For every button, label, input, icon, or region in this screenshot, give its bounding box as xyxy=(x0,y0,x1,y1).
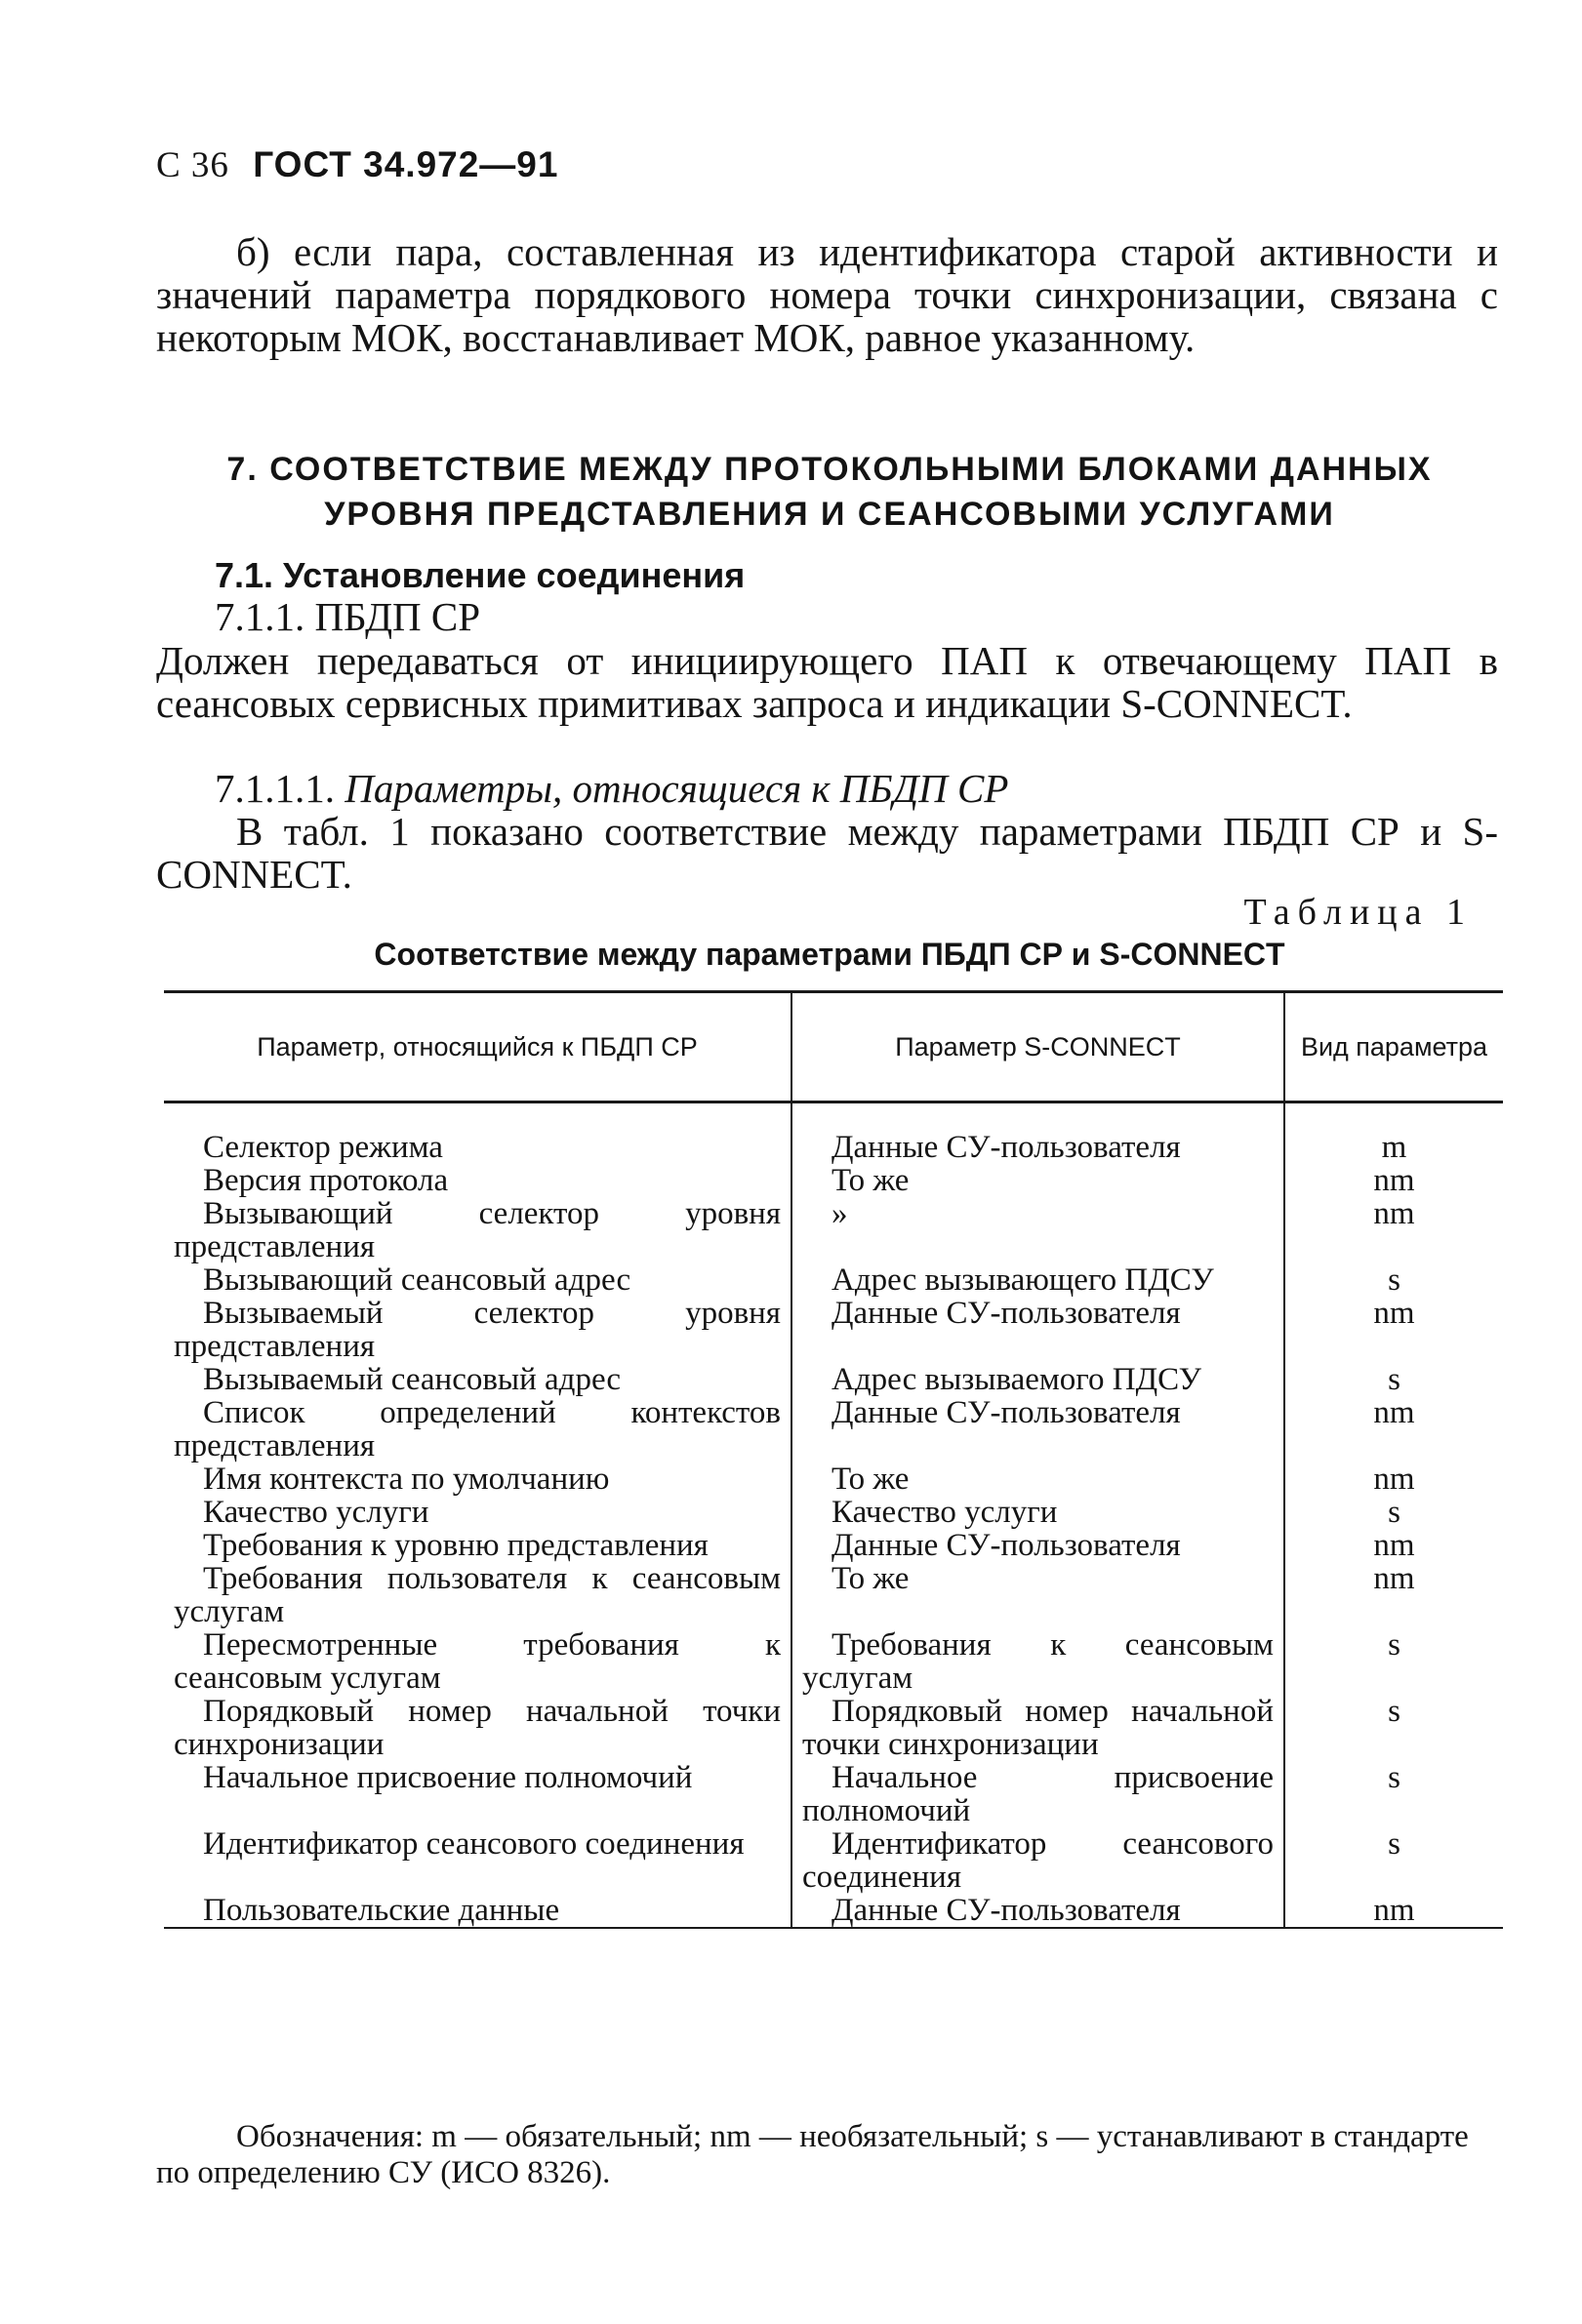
header-sconnect-parameter: Параметр S-CONNECT xyxy=(791,992,1284,1102)
paragraph-7-1-1: Должен передаваться от инициирующего ПАП к отвечающему ПАП в сеансовых сервисных примитивах запроса и индикации S-CONNECT. xyxy=(156,638,1498,726)
header-pbdp-parameter: Параметр, относящийся к ПБДП СР xyxy=(164,992,791,1102)
cell-parameter-kind: nm xyxy=(1284,1297,1503,1363)
cell-sconnect-parameter: Качество услуги xyxy=(791,1496,1284,1529)
parameters-table xyxy=(164,990,1503,1929)
cell-parameter-kind: s xyxy=(1284,1263,1503,1297)
cell-pbdp-parameter: Пользовательские данные xyxy=(164,1894,791,1928)
table-row xyxy=(164,1297,1503,1363)
table-notes xyxy=(156,2119,1498,2191)
cell-sconnect-parameter: То же xyxy=(791,1164,1284,1197)
header-parameter-kind: Вид параметра xyxy=(1284,992,1503,1102)
cell-parameter-kind: nm xyxy=(1284,1894,1503,1928)
table-caption: Соответствие между параметрами ПБДП СР и S-CONNECT xyxy=(374,937,1285,972)
cell-sconnect-parameter: Данные СУ-пользователя xyxy=(791,1131,1284,1164)
cell-parameter-kind: s xyxy=(1284,1695,1503,1761)
cell-pbdp-parameter: Пересмотренные требования к сеансовым услугам xyxy=(174,1627,781,1696)
table-row xyxy=(164,1363,1503,1396)
subsection-7-1-1-1-title: Параметры, относящиеся к ПБДП СР xyxy=(345,766,1009,811)
cell-pbdp-parameter: Селектор режима xyxy=(203,1130,443,1165)
page-header xyxy=(156,144,558,186)
cell-sconnect-parameter: » xyxy=(791,1197,1284,1263)
table-spacer-row xyxy=(164,1102,1503,1132)
cell-pbdp-parameter: Качество услуги xyxy=(203,1495,429,1530)
table-row xyxy=(164,1628,1503,1695)
cell-pbdp-parameter: Идентификатор сеансового соединения xyxy=(203,1826,745,1862)
cell-pbdp-parameter: Вызывающий селектор уровня представления xyxy=(174,1196,781,1264)
subsection-7-1-1-1-number: 7.1.1.1. xyxy=(215,766,335,811)
cell-sconnect-parameter: Данные СУ-пользователя xyxy=(791,1396,1284,1463)
table-body xyxy=(164,1102,1503,1929)
cell-pbdp-parameter: Вызывающий сеансовый адрес xyxy=(203,1262,631,1298)
table-row xyxy=(164,1827,1503,1894)
table-header-row xyxy=(164,992,1503,1102)
cell-pbdp-parameter: Версия протокола xyxy=(203,1163,449,1198)
subsection-7-1-heading xyxy=(215,552,745,597)
paragraph-7-1-1-1: В табл. 1 показано соответствие между параметрами ПБДП СР и S-CONNECT. xyxy=(156,809,1498,897)
cell-pbdp-parameter: Имя контекста по умолчанию xyxy=(203,1462,610,1497)
table-row xyxy=(164,1197,1503,1263)
cell-pbdp-parameter: Список определений контекстов представления xyxy=(174,1395,781,1463)
cell-parameter-kind: s xyxy=(1284,1496,1503,1529)
cell-pbdp-parameter: Начальное присвоение полномочий xyxy=(203,1760,693,1795)
table-row xyxy=(164,1529,1503,1562)
table-row xyxy=(164,1396,1503,1463)
cell-parameter-kind: nm xyxy=(1284,1562,1503,1628)
cell-parameter-kind: s xyxy=(1284,1628,1503,1695)
cell-parameter-kind: nm xyxy=(1284,1164,1503,1197)
table-row xyxy=(164,1562,1503,1628)
cell-parameter-kind: nm xyxy=(1284,1529,1503,1562)
cell-sconnect-parameter: Данные СУ-пользователя xyxy=(791,1297,1284,1363)
cell-pbdp-parameter: Требования к уровню представления xyxy=(203,1528,709,1563)
table-row xyxy=(164,1496,1503,1529)
cell-sconnect-parameter: Порядковый номер начальной точки синхронизации xyxy=(791,1695,1284,1761)
cell-parameter-kind: nm xyxy=(1284,1197,1503,1263)
cell-pbdp-parameter: Порядковый номер начальной точки синхронизации xyxy=(174,1694,781,1762)
table-row xyxy=(164,1463,1503,1496)
table-row xyxy=(164,1695,1503,1761)
cell-sconnect-parameter: Данные СУ-пользователя xyxy=(791,1894,1284,1928)
cell-pbdp-parameter: Вызываемый сеансовый адрес xyxy=(203,1362,622,1397)
section-title-line-2: УРОВНЯ ПРЕДСТАВЛЕНИЯ И СЕАНСОВЫМИ УСЛУГАМИ xyxy=(324,496,1335,533)
cell-sconnect-parameter: Начальное присвоение полномочий xyxy=(791,1761,1284,1827)
subsection-7-1-1-heading: 7.1.1. ПБДП СР xyxy=(215,594,481,639)
cell-parameter-kind: nm xyxy=(1284,1463,1503,1496)
cell-sconnect-parameter: Идентификатор сеансового соединения xyxy=(791,1827,1284,1894)
section-title-line-1: 7. СООТВЕТСТВИЕ МЕЖДУ ПРОТОКОЛЬНЫМИ БЛОКАМИ ДАННЫХ xyxy=(226,451,1433,488)
cell-sconnect-parameter: Данные СУ-пользователя xyxy=(791,1529,1284,1562)
cell-parameter-kind: s xyxy=(1284,1827,1503,1894)
table-label: Таблица 1 xyxy=(1243,892,1473,933)
notes-text: Обозначения: m — обязательный; nm — необязательный; s — устанавливают в стандарте по определению СУ (ИСО 8326). xyxy=(156,2119,1469,2190)
cell-pbdp-parameter: Требования пользователя к сеансовым услугам xyxy=(174,1561,781,1629)
table-row xyxy=(164,1263,1503,1297)
subsection-7-1-1-1-heading xyxy=(215,767,1008,810)
cell-sconnect-parameter: Адрес вызываемого ПДСУ xyxy=(791,1363,1284,1396)
table-row xyxy=(164,1761,1503,1827)
cell-sconnect-parameter: Требования к сеансовым услугам xyxy=(791,1628,1284,1695)
cell-sconnect-parameter: Адрес вызывающего ПДСУ xyxy=(791,1263,1284,1297)
subsection-7-1-title: 7.1. Установление соединения xyxy=(215,555,746,595)
cell-parameter-kind: nm xyxy=(1284,1396,1503,1463)
intro-paragraph: б) если пара, составленная из идентификатора старой активности и значений параметра порядкового номера точки синхронизации, связана с некоторым МОК, восстанавливает МОК, равное указанному. xyxy=(156,229,1498,360)
cell-parameter-kind: m xyxy=(1284,1131,1503,1164)
table-row xyxy=(164,1164,1503,1197)
cell-sconnect-parameter: То же xyxy=(791,1463,1284,1496)
cell-parameter-kind: s xyxy=(1284,1363,1503,1396)
table-row xyxy=(164,1894,1503,1928)
cell-pbdp-parameter: Вызываемый селектор уровня представления xyxy=(174,1296,781,1364)
cell-sconnect-parameter: То же xyxy=(791,1562,1284,1628)
cell-parameter-kind: s xyxy=(1284,1761,1503,1827)
table-row xyxy=(164,1131,1503,1164)
page-number: С 36 xyxy=(156,145,229,185)
standard-number: ГОСТ 34.972—91 xyxy=(253,144,559,184)
